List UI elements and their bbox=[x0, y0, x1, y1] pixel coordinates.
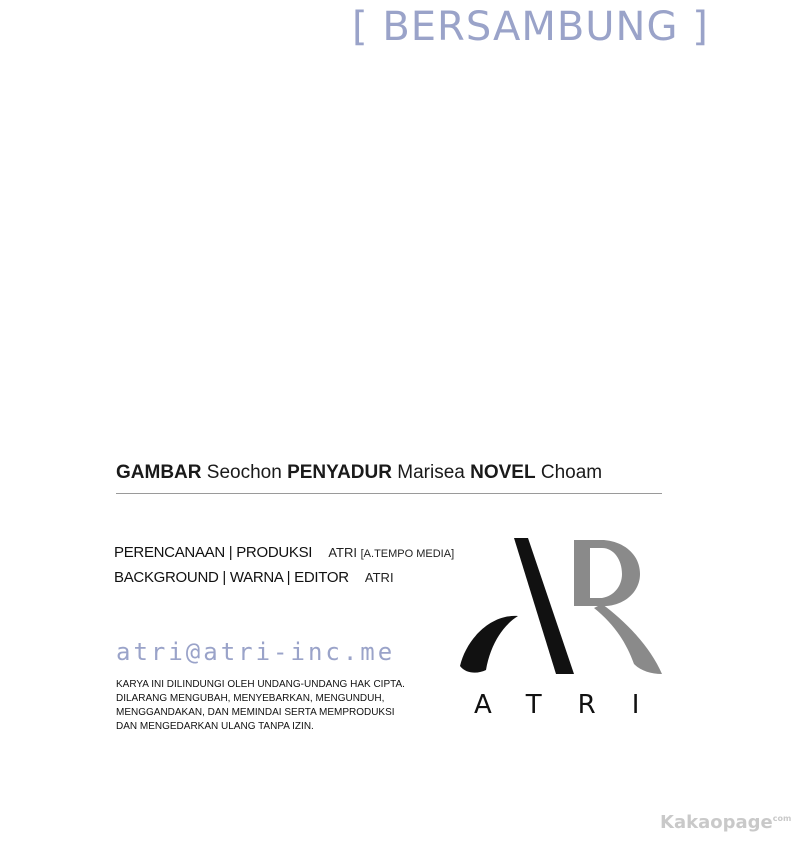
background-value: ATRI bbox=[364, 570, 394, 585]
notice-line: MENGGANDAKAN, DAN MEMINDAI SERTA MEMPRODUKSI bbox=[116, 707, 395, 718]
watermark-suffix: com bbox=[772, 814, 791, 823]
kakaopage-watermark bbox=[660, 812, 791, 833]
planning-label: PERENCANAAN | PRODUKSI bbox=[114, 544, 313, 561]
watermark-text: Kakaopage bbox=[660, 812, 773, 833]
logo-r-leg bbox=[594, 604, 662, 674]
copyright-notice bbox=[116, 678, 405, 734]
logo-r-stem bbox=[574, 540, 590, 606]
production-credits bbox=[114, 541, 454, 590]
contact-email[interactable]: atri@atri-inc.me bbox=[116, 638, 396, 666]
art-label: GAMBAR bbox=[116, 462, 202, 483]
logo-r-bowl bbox=[590, 540, 640, 606]
planning-note: [A.TEMPO MEDIA] bbox=[360, 548, 455, 560]
adapter-name: Marisea bbox=[397, 462, 465, 483]
notice-line: DAN MENGEDARKAN ULANG TANPA IZIN. bbox=[116, 721, 314, 732]
notice-line: KARYA INI DILINDUNGI OLEH UNDANG-UNDANG HAK CIPTA. bbox=[116, 679, 405, 690]
to-be-continued-label: [ BERSAMBUNG ] bbox=[352, 4, 709, 50]
credits-line bbox=[116, 462, 602, 484]
novel-label: NOVEL bbox=[470, 462, 536, 483]
production-row-background bbox=[114, 566, 454, 590]
logo-a-swash bbox=[460, 616, 518, 673]
logo-wordmark: ATRI bbox=[474, 690, 676, 720]
novel-name: Choam bbox=[540, 462, 603, 483]
logo-a-stroke bbox=[514, 538, 574, 674]
notice-line: DILARANG MENGUBAH, MENYEBARKAN, MENGUNDUH, bbox=[116, 693, 385, 704]
background-label: BACKGROUND | WARNA | EDITOR bbox=[114, 569, 349, 586]
production-row-planning bbox=[114, 541, 454, 566]
adapter-label: PENYADUR bbox=[287, 462, 392, 483]
planning-value: ATRI bbox=[328, 545, 357, 560]
art-name: Seochon bbox=[206, 462, 282, 483]
credits-divider bbox=[116, 493, 662, 494]
